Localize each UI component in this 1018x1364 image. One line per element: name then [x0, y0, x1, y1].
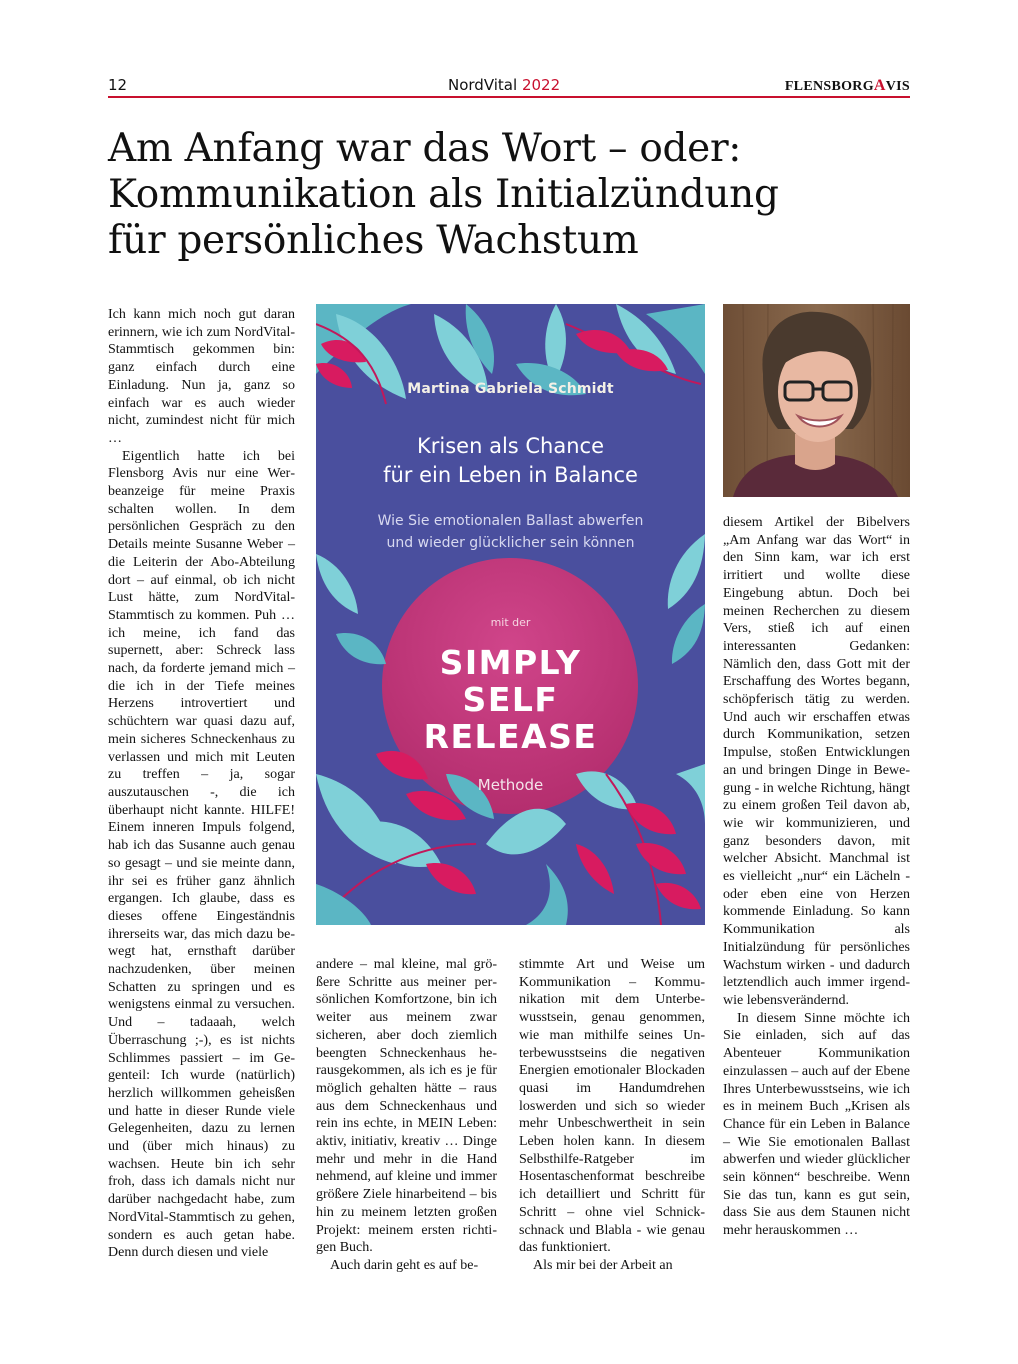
- magazine-year: 2022: [521, 76, 561, 94]
- book-author: Martina Gabriela Schmidt: [407, 381, 614, 397]
- method-line-1: SIMPLY: [439, 643, 582, 682]
- author-photo: [723, 304, 910, 497]
- page-number: 12: [108, 76, 128, 94]
- article-column-2: [316, 956, 497, 1275]
- magazine-title: NordVital: [448, 76, 518, 94]
- paragraph: Eigentlich hatte ich bei Flensborg Avis nur eine Werbeanzeige für meine Praxis schalten wollen. In dem persönlichen Gespräch zu den Details meinte Susanne Weber – die Leiterin der Abo-Abteilung dort – auf einmal, ob ich nicht Lust hätte, zum NordVital-Stammtisch zu kommen. Puh … ich meine, ich fand das supernett, aber: Schreck lass nach, da forderte jemand mich – die ich in der Tiefe meines Herzens introvertiert und schüchtern war quasi dazu auf, mein sicheres Schneckenhaus zu verlassen und mich mit Leuten zu treffen – ja, sogar auszutauschen -, die ich überhaupt nicht kannte. HILFE! Einem inneren Impuls folgend, hab ich das Susanne auch genau so gesagt – und sie meinte dann, ihr sei es früher ganz ähnlich ergangen. Ich glaube, dass es dieses offene Eingeständnis ihrerseits war, das mich dazu bewegt hat, ernsthaft darüber nachzudenken, über meinen Schatten zu springen und es wenigstens einmal zu versuchen. Und – tadaaah, welch Überraschung ;-), es ist nichts Schlimmes passiert – im Gegenteil: Ich wurde (natürlich) herzlich willkommen geheisßen und hatte in dieser Runde viele Gelegenheiten, dazu zu lernen und (über mich hinaus) zu wachsen. Heute bin ich sehr froh, dass ich damals nicht nur darüber nachgedacht habe, zum NordVital-Stammtisch zu gehen, sondern es auch getan habe. Denn durch diesen und viele: [108, 448, 295, 1261]
- paragraph: stimmte Art und Weise um Kommunikation – Kommunikation mit dem Unterbewusstsein, genau genommen, wie man mithilfe seines Unterbewusstseins die negativen Energien emotionaler Blockaden quasi im Handumdrehen loswerden und sich so wieder mehr Unbeschwertheit in sein Leben holen kann. In diesem Selbsthilfe-Ratgeber im Hosentaschenformat beschreibe ich detailliert und Schritt für Schritt – ohne viel Schnickschnack und Blabla - wie genau das funktioniert.: [519, 957, 705, 1256]
- book-subtitle-line-2: und wieder glücklicher sein können: [386, 535, 635, 551]
- paragraph: Auch darin geht es auf be-: [330, 1257, 479, 1273]
- publisher-logo: [785, 77, 910, 95]
- method-line-2: SELF: [462, 680, 559, 719]
- headline-line-1: Am Anfang war das Wort – oder:: [108, 126, 742, 171]
- paragraph: Ich kann mich noch gut daran erinnern, wie ich zum NordVital-Stammtisch gekommen bin: ganz einfach durch eine Einladung. Nun ja, ganz so einfach war es auch wieder nicht, zumindest nicht für mich …: [108, 307, 295, 446]
- magazine-name: [448, 76, 560, 94]
- book-subtitle-line-1: Wie Sie emotionalen Ballast abwerfen: [377, 513, 644, 529]
- article-column-1: [108, 306, 295, 1262]
- book-method-name: [316, 644, 705, 755]
- paragraph: diesem Artikel der Bibelvers „Am Anfang war das Wort“ in den Sinn kam, war ich erst irritiert und wollte diese Eingebung abtun. Doch bei meinen Recherchen zu diesem Vers, stieß ich auf einen interessanten Gedanken: Nämlich den, dass Gott mit der Erschaffung des Wortes begann, schöpferisch tätig zu werden. Und auch wir erschaffen etwas durch Kommunikation, setzen Impulse, stoßen Entwicklungen an und bringen Dinge in Bewegung - in welche Richtung, hängt zu einem großen Teil davon ab, wie wir kommunizieren, und ganz besonders davon, mit welcher Absicht. Manchmal ist es vielleicht „nur“ ein Lächeln - oder eben eine von Herzen kommende Einladung. So kann Kommunikation als Initialzündung für persönliches Wachstum wirken - und dadurch letztendlich auch immer irgendwie lebensverändernd.: [723, 515, 910, 1008]
- article-column-3: [519, 956, 705, 1275]
- brand-a: A: [873, 77, 886, 94]
- headline-line-2: Kommunikation als Initialzündung: [108, 172, 779, 217]
- headline-line-3: für persönliches Wachstum: [108, 218, 639, 263]
- article-column-4: [723, 514, 910, 1240]
- book-cover-image: [316, 304, 705, 925]
- book-title-line-1: Krisen als Chance: [416, 434, 605, 458]
- brand-rest: VIS: [885, 79, 910, 94]
- book-title-line-2: für ein Leben in Balance: [383, 463, 638, 487]
- author-portrait: [723, 304, 910, 497]
- paragraph: Als mir bei der Arbeit an: [533, 1257, 673, 1273]
- method-line-3: RELEASE: [423, 717, 598, 756]
- article-headline: [108, 126, 928, 264]
- book-mit-der: mit der: [490, 616, 531, 629]
- page-header: [108, 76, 910, 96]
- paragraph: andere – mal kleine, mal größere Schritte aus meiner persönlichen Komfortzone, bin ich weiter aus meinem zwar sicheren, aber doch ziemlich beengten Schneckenhaus herausgekommen, als ich es je für möglich gehalten hätte – raus aus dem Schneckenhaus und rein ins echte, in MEIN Leben: aktiv, initiativ, kreativ … Dinge mehr und mehr in die Hand nehmend, auf kleine und immer größere Ziele hinarbeitend – bis hin zu meinem letzten großen Projekt: meinem ersten richtigen Buch.: [316, 957, 497, 1256]
- book-title: [316, 432, 705, 490]
- cover-artwork: [316, 304, 705, 925]
- book-methode-label: Methode: [477, 776, 544, 794]
- header-rule: [108, 96, 910, 98]
- brand-main: FLENSBORG: [784, 79, 874, 94]
- paragraph: In diesem Sinne möchte ich Sie einladen, sich auf das Abenteuer Kommunikation einzulassen – auch auf der Ebene Ihres Unterbewusstseins, wie ich es in meinem Buch „Krisen als Chance für ein Leben in Balance – Wie Sie emotionalen Ballast abwerfen und wieder glücklicher sein können“ beschreibe. Wenn Sie das tun, kann es gut sein, dass Sie aus dem Staunen nicht mehr herauskommen …: [723, 1010, 910, 1239]
- book-subtitle: [316, 510, 705, 554]
